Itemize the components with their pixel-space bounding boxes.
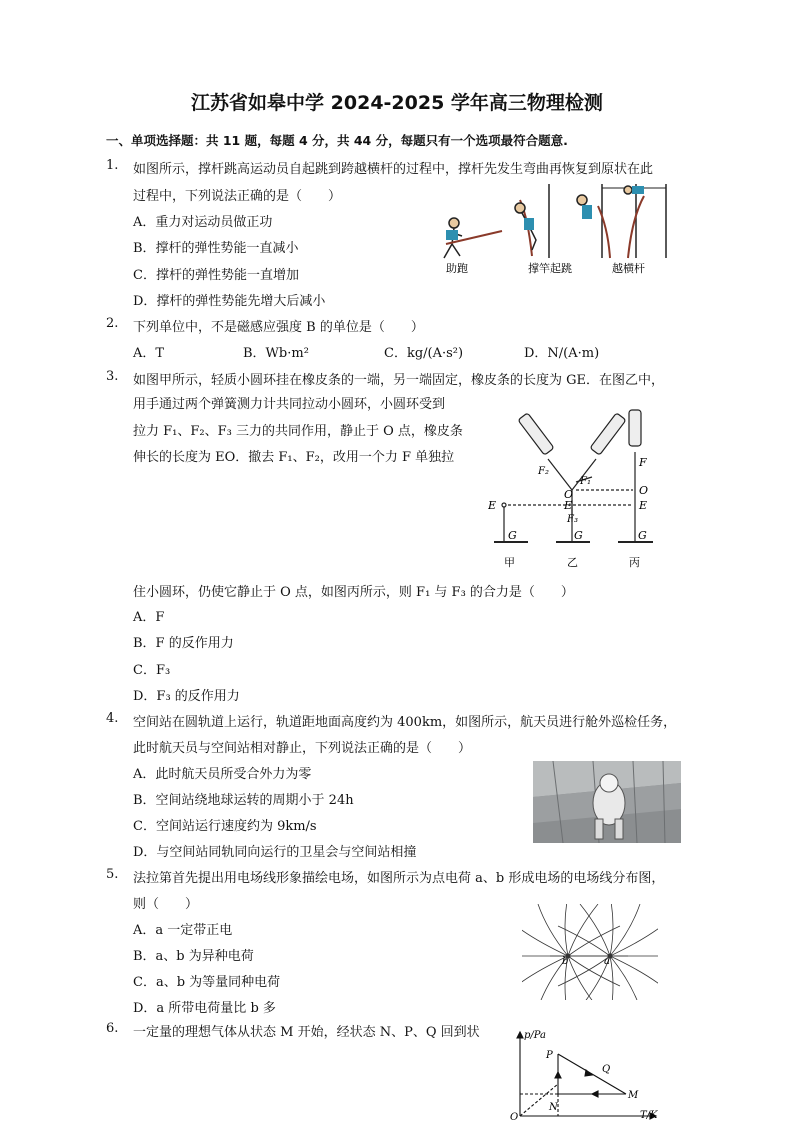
q2-option-c[interactable]: C．kg/(A·s²) [384,346,464,361]
q6-label-n: N [549,1102,558,1113]
q6-stem-line1: 一定量的理想气体从状态 M 开始，经状态 N、P、Q 回到状 [133,1025,480,1040]
q3-option-a[interactable]: A．F [133,610,165,625]
q5-option-b[interactable]: B．a、b 为异种电荷 [133,949,254,964]
q4-option-d[interactable]: D．与空间站同轨同向运行的卫星会与空间站相撞 [133,845,417,860]
q5-option-c[interactable]: C．a、b 为等量同种电荷 [133,975,281,990]
q3-stem-line2: 用手通过两个弹簧测力计共同拉动小圆环，小圆环受到 [133,397,446,412]
q1-option-a[interactable]: A．重力对运动员做正功 [133,215,273,230]
q3-label-f3: F₃ [567,514,578,525]
q3-label-g3: G [638,529,647,542]
q1-caption-run: 助跑 [446,262,468,275]
q1-number: 1. [106,158,119,173]
q3-label-e3: E [639,499,648,512]
q4-number: 4. [106,711,119,726]
field-line [568,956,598,1000]
q2-option-b[interactable]: B．Wb·m² [243,346,309,361]
q4-stem-line1: 空间站在圆轨道上运行，轨道距地面高度约为 400km，如图所示，航天员进行舱外巡检任务， [133,715,677,730]
q6-label-m: M [628,1090,639,1101]
field-line [568,904,598,956]
q3-label-g2: G [574,529,583,542]
q6-label-o: O [510,1112,519,1122]
q6-label-xaxis: T/K [640,1110,658,1121]
q5-option-a[interactable]: A．a 一定带正电 [133,923,233,938]
q5-number: 5. [106,867,119,882]
astronaut-photo [533,761,681,843]
pole-vault-figure [432,178,682,276]
page-title: 江苏省如皋中学 2024-2025 学年高三物理检测 [191,92,603,114]
q2-option-a[interactable]: A．T [133,346,165,361]
q3-option-b[interactable]: B．F 的反作用力 [133,636,234,651]
q4-stem-line2: 此时航天员与空间站相对静止，下列说法正确的是（ ） [133,741,472,756]
q3-label-jia: 甲 [504,556,515,569]
force-diagram [488,404,668,574]
q6-label-q: Q [602,1064,611,1075]
q3-stem-line5: 住小圆环，仍使它静止于 O 点，如图丙所示，则 F₁ 与 F₃ 的合力是（ ） [133,585,574,600]
electric-field-figure [522,904,658,1000]
field-line [610,956,640,1000]
field-line [580,904,610,956]
q3-label-bing: 丙 [629,556,640,569]
q4-option-a[interactable]: A．此时航天员所受合外力为零 [133,767,312,782]
q6-label-yaxis: p/Pa [524,1030,547,1041]
q3-number: 3. [106,369,119,384]
q1-option-b[interactable]: B．撑杆的弹性势能一直减小 [133,241,299,256]
q3-label-o2: O [564,488,574,501]
q3-stem-line1: 如图甲所示，轻质小圆环挂在橡皮条的一端，另一端固定，橡皮条的长度为 GE．在图乙中， [133,373,665,388]
field-line [610,926,658,956]
section-heading: 一、单项选择题：共 11 题，每题 4 分，共 44 分，每题只有一个选项最符合题意. [106,133,568,148]
q3-label-f2: F₂ [538,466,549,477]
q2-number: 2. [106,316,119,331]
q1-option-c[interactable]: C．撑杆的弹性势能一直增加 [133,268,299,283]
q2-stem: 下列单位中，不是磁感应强度 B 的单位是（ ） [133,320,424,335]
q5-stem-line2: 则（ ） [133,897,199,912]
q1-caption-bar: 越横杆 [612,262,645,275]
q3-label-f: F [639,456,647,469]
q2-option-d[interactable]: D．N/(A·m) [524,346,600,361]
q6-label-p: P [546,1050,553,1061]
q1-stem-line1: 如图所示，撑杆跳高运动员自起跳到跨越横杆的过程中，撑杆先发生弯曲再恢复到原状在此 [133,162,654,177]
q3-label-e1: E [488,499,497,512]
q4-option-c[interactable]: C．空间站运行速度约为 9km/s [133,819,317,834]
q3-option-c[interactable]: C．F₃ [133,663,171,678]
q5-option-d[interactable]: D．a 所带电荷量比 b 多 [133,1001,276,1016]
q3-label-f1: F₁ [580,476,591,487]
q3-label-e2: E [564,499,573,512]
q1-caption-takeoff: 撑竿起跳 [528,262,572,275]
q4-option-b[interactable]: B．空间站绕地球运转的周期小于 24h [133,793,354,808]
q1-option-d[interactable]: D．撑杆的弹性势能先增大后减小 [133,294,326,309]
q3-label-yi: 乙 [567,556,578,569]
q3-option-d[interactable]: D．F₃ 的反作用力 [133,689,240,704]
q5-label-a: a [604,956,610,967]
q6-number: 6. [106,1021,119,1036]
field-line [610,956,658,986]
q3-stem-line3: 拉力 F₁、F₂、F₃ 三力的共同作用，静止于 O 点，橡皮条 [133,424,463,439]
q1-stem-line2: 过程中，下列说法正确的是（ ） [133,189,342,204]
q5-stem-line1: 法拉第首先提出用电场线形象描绘电场，如图所示为点电荷 a、b 形成电场的电场线分布图， [133,871,665,886]
q5-label-b: b [562,956,569,967]
q3-label-o3: O [639,484,649,497]
pt-graph [506,1024,666,1122]
field-line [522,926,568,956]
field-line [610,956,613,1000]
q3-stem-line4: 伸长的长度为 EO．撤去 F₁、F₂，改用一个力 F 单独拉 [133,450,455,465]
q3-label-g1: G [508,529,517,542]
